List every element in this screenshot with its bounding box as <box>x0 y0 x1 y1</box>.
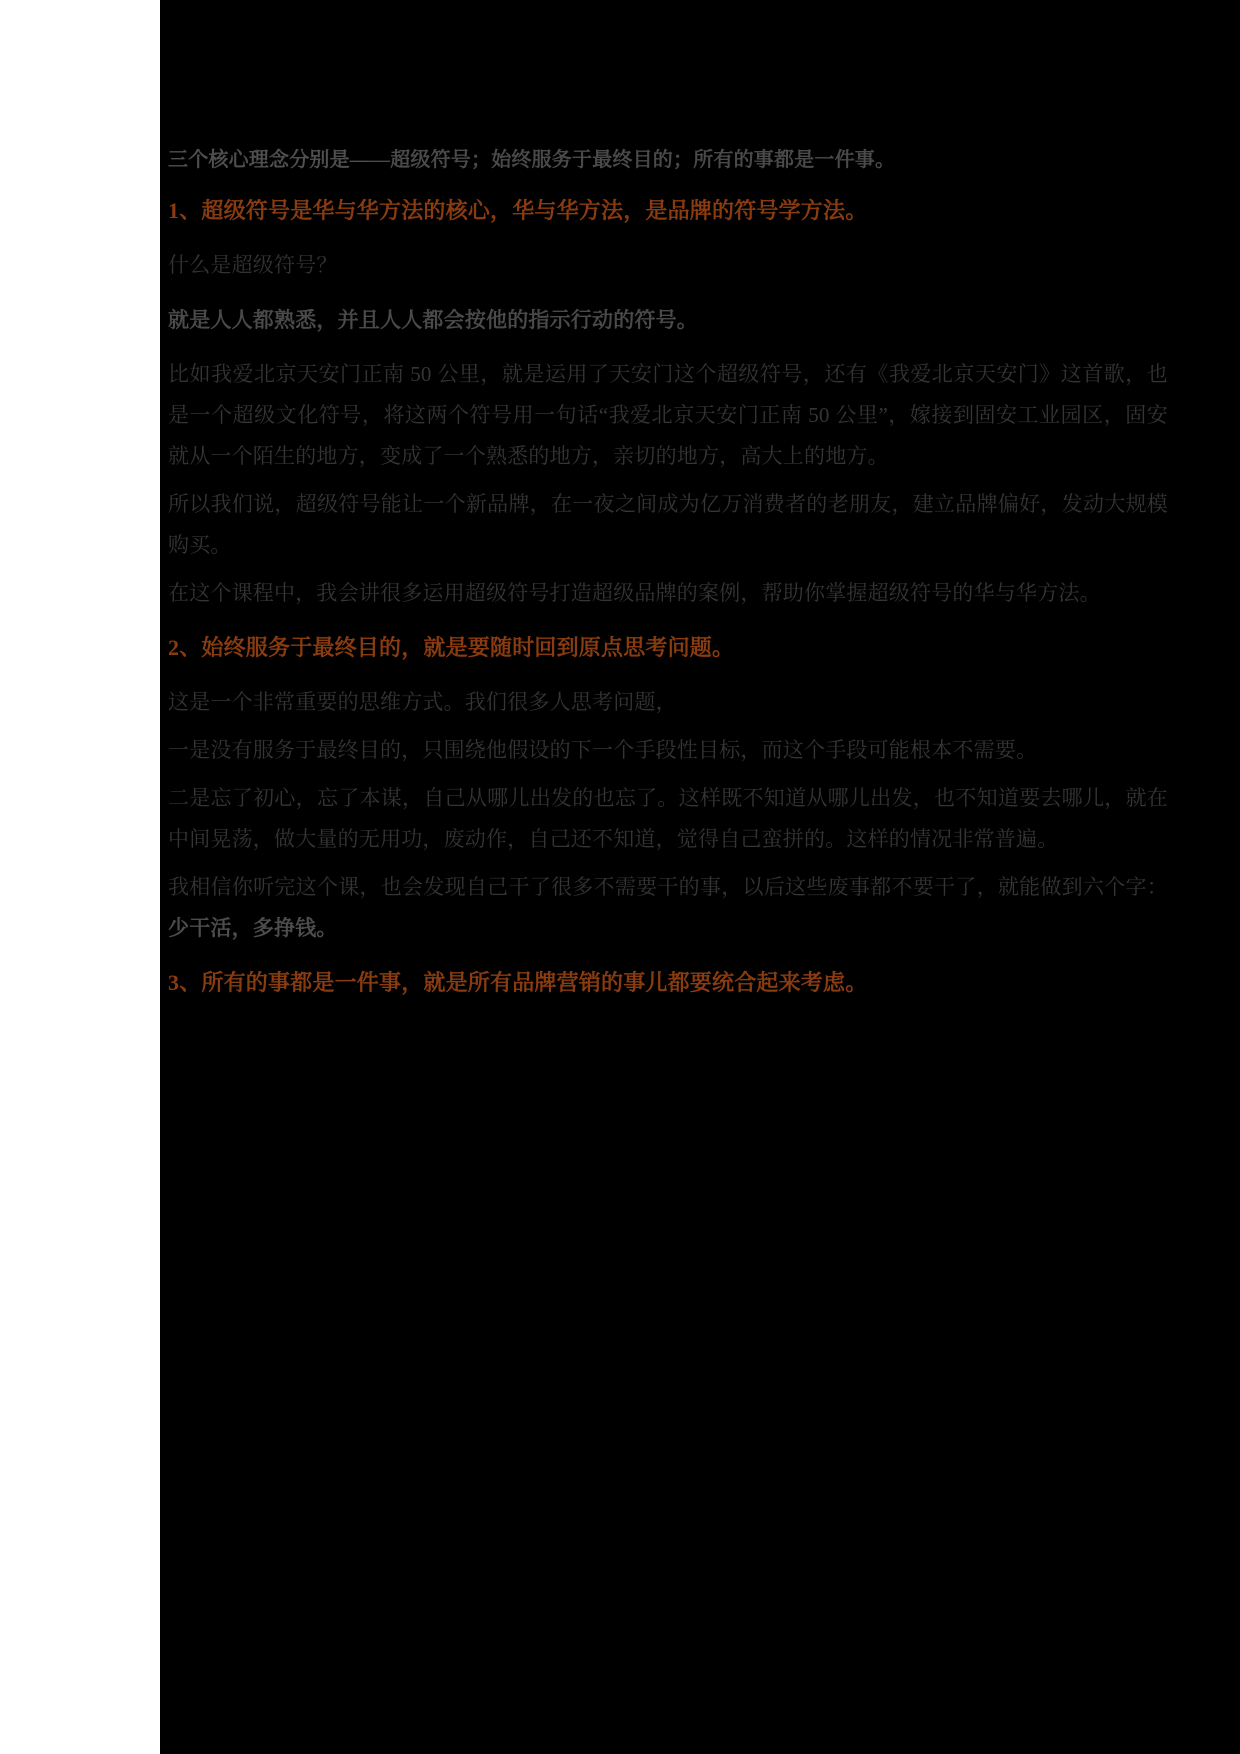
section-2-paragraph-4 <box>168 867 1168 949</box>
section-1-question: 什么是超级符号？ <box>168 253 338 277</box>
section-2-last-bold: 少干活，多挣钱。 <box>168 916 338 940</box>
section-1-paragraph-3: 在这个课程中，我会讲很多运用超级符号打造超级品牌的案例，帮助你掌握超级符号的华与华方法。 <box>168 581 1101 605</box>
section-1-definition: 就是人人都熟悉，并且人人都会按他的指示行动的符号。 <box>168 308 698 332</box>
section-2-last-prefix: 我相信你听完这个课，也会发现自己干了很多不需要干的事，以后这些废事都不要干了，就能做到六个字： <box>168 875 1168 899</box>
heading-part-2: —超级符号；始终服务于最终目的；所有的事都是一件事。 <box>370 149 896 171</box>
section-1-title: 1、超级符号是华与华方法的核心，华与华方法，是品牌的符号学方法。 <box>168 198 868 223</box>
heading-part-1: 三个核心理念分别是— <box>168 149 370 171</box>
section-2-paragraph-1: 这是一个非常重要的思维方式。我们很多人思考问题， <box>168 690 677 714</box>
section-1-paragraph-1: 比如我爱北京天安门正南 50 公里，就是运用了天安门这个超级符号，还有《我爱北京天安门》这首歌，也是一个超级文化符号，将这两个符号用一句话“我爱北京天安门正南 50 公里”，嫁接到固安工业园区，固安就从一个陌生的地方，变成了一个熟悉的地方，亲切的地方，高大上的地方。 <box>168 362 1168 468</box>
section-1-paragraph-2: 所以我们说，超级符号能让一个新品牌，在一夜之间成为亿万消费者的老朋友，建立品牌偏好，发动大规模购买。 <box>168 492 1168 557</box>
section-2-paragraph-2: 一是没有服务于最终目的，只围绕他假设的下一个手段性目标，而这个手段可能根本不需要。 <box>168 738 1038 762</box>
section-3-title: 3、所有的事都是一件事，就是所有品牌营销的事儿都要统合起来考虑。 <box>168 970 868 995</box>
document-body <box>160 0 1240 1754</box>
page-margin-left <box>0 0 160 1754</box>
section-2-paragraph-3: 二是忘了初心，忘了本谋，自己从哪儿出发的也忘了。这样既不知道从哪儿出发，也不知道要去哪儿，就在中间晃荡，做大量的无用功，废动作，自己还不知道，觉得自己蛮拼的。这样的情况非常普遍。 <box>168 786 1168 851</box>
document-heading <box>168 145 1168 175</box>
section-2-title: 2、始终服务于最终目的，就是要随时回到原点思考问题。 <box>168 635 735 660</box>
